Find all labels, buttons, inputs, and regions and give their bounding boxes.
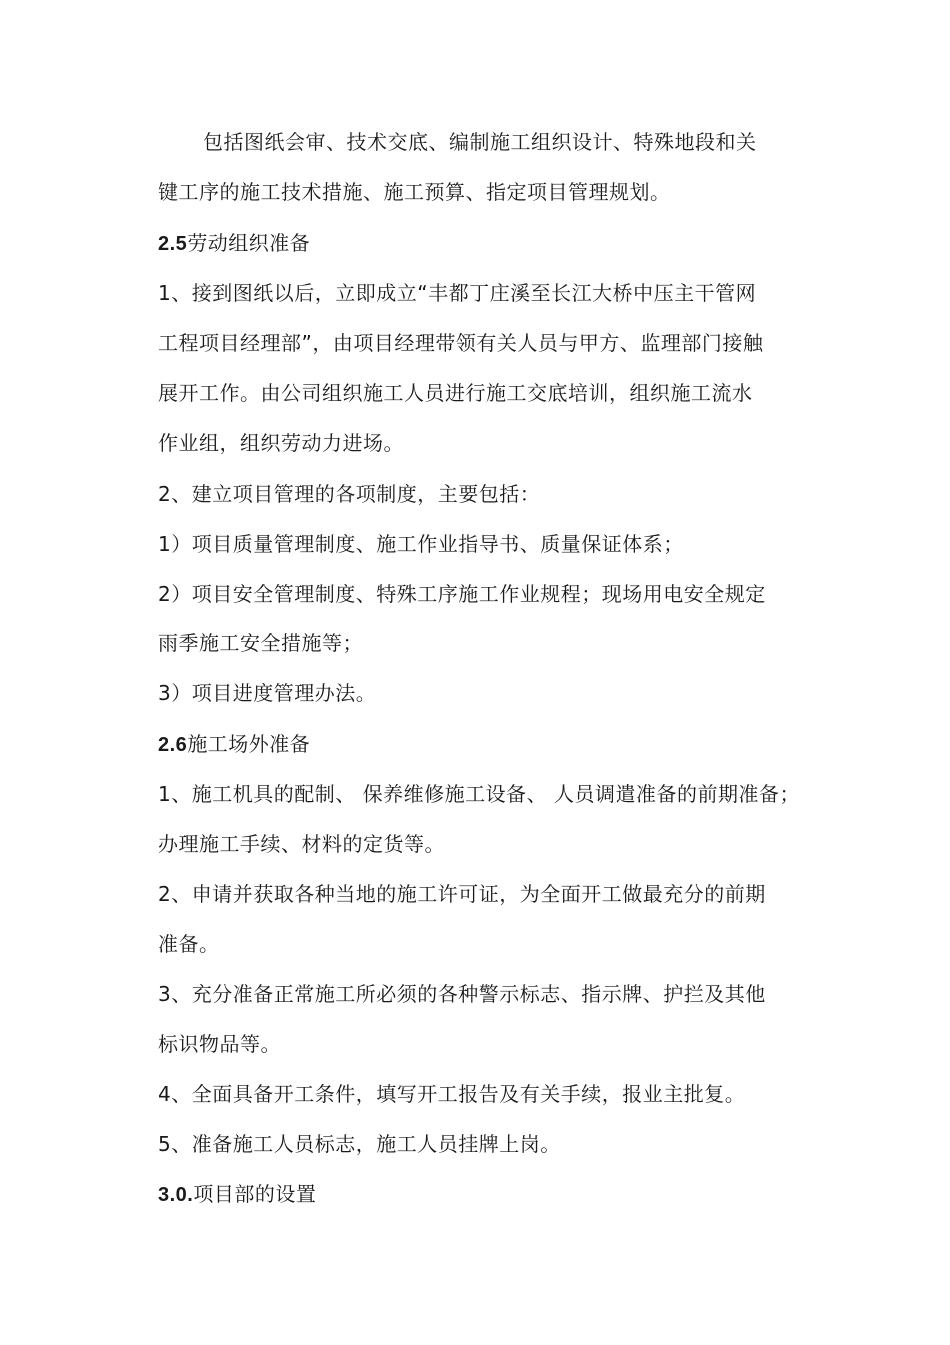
paragraph-line: 展开工作。由公司组织施工人员进行施工交底培训，组织施工流水 [158,381,753,405]
list-item: 2）项目安全管理制度、特殊工序施工作业规程；现场用电安全规定 [158,582,766,606]
section-number: 2.6 [158,734,188,756]
paragraph-line: 准备。 [158,932,220,956]
paragraph-line: 雨季施工安全措施等； [158,631,363,655]
list-item: 1）项目质量管理制度、施工作业指导书、质量保证体系； [158,532,684,556]
paragraph-line: 4、全面具备开工条件，填写开工报告及有关手续，报业主批复。 [158,1082,746,1106]
paragraph-line: 1、施工机具的配制、 保养维修施工设备、 人员调遣准备的前期准备； [158,782,800,806]
paragraph-line: 包括图纸会审、技术交底、编制施工组织设计、特殊地段和关 [203,130,757,154]
section-heading-2-5 [158,230,310,257]
paragraph-line: 作业组，组织劳动力进场。 [158,431,404,455]
paragraph-line: 5、准备施工人员标志，施工人员挂牌上岗。 [158,1132,561,1156]
section-number: 3.0. [158,1184,194,1206]
section-number: 2.5 [158,233,188,255]
section-heading-3-0 [158,1181,316,1208]
paragraph-line: 1、接到图纸以后，立即成立“丰都丁庄溪至长江大桥中压主干管网 [158,281,757,305]
list-item: 3）项目进度管理办法。 [158,681,377,705]
paragraph-line: 工程项目经理部”，由项目经理带领有关人员与甲方、监理部门接触 [158,331,764,355]
paragraph-line: 办理施工手续、材料的定货等。 [158,832,445,856]
paragraph-line: 键工序的施工技术措施、施工预算、指定项目管理规划。 [158,180,671,204]
section-title: 施工场外准备 [187,732,311,756]
paragraph-line: 标识物品等。 [158,1032,281,1056]
paragraph-line: 2、建立项目管理的各项制度，主要包括： [158,482,541,506]
paragraph-line: 3、充分准备正常施工所必须的各种警示标志、指示牌、护拦及其他 [158,982,766,1006]
section-title: 劳动组织准备 [187,231,311,255]
section-heading-2-6 [158,731,310,758]
paragraph-line: 2、申请并获取各种当地的施工许可证，为全面开工做最充分的前期 [158,882,766,906]
section-title: 项目部的设置 [193,1182,317,1206]
